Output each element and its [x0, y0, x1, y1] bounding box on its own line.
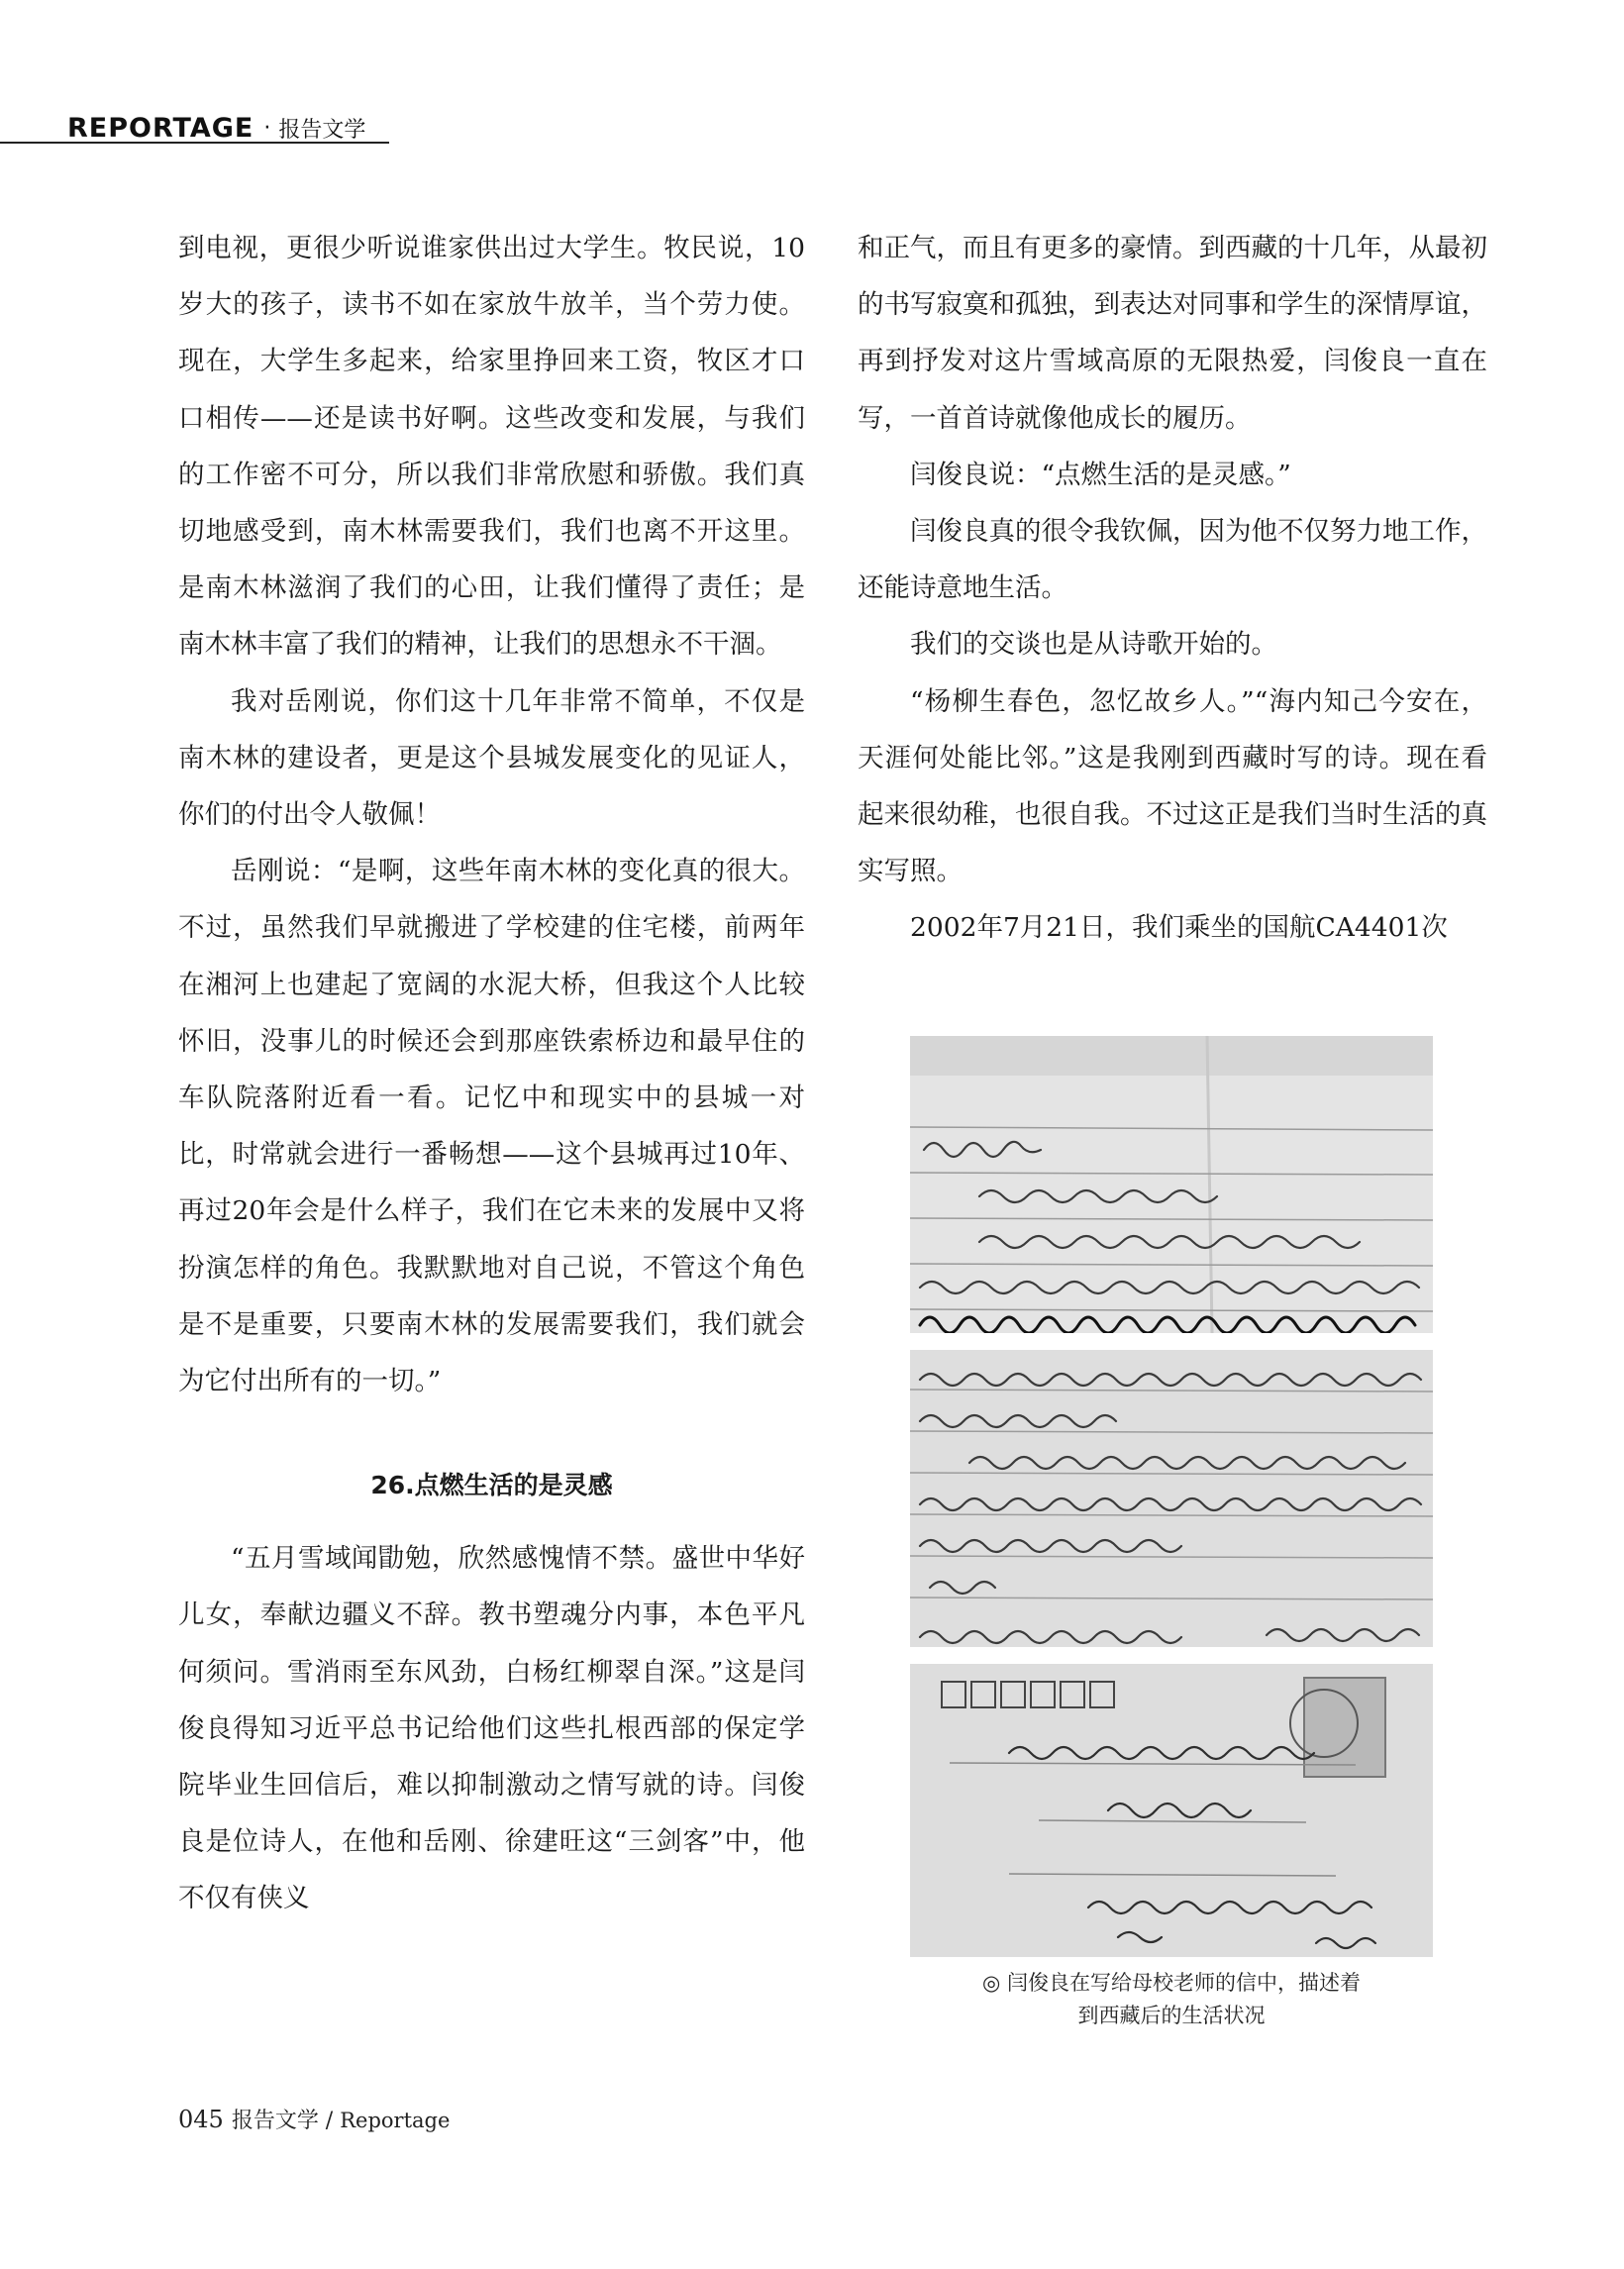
paragraph: 岳刚说：“是啊，这些年南木林的变化真的很大。不过，虽然我们早就搬进了学校建的住宅楼，前两年在湘河上也建起了宽阔的水泥大桥，但我这个人比较怀旧，没事儿的时候还会到那座铁索桥边和最早住的车队院落附近看一看。记忆中和现实中的县城一对比，时常就会进行一番畅想——这个县城再过10年、再过20年会是什么样子，我们在它未来的发展中又将扮演怎样的角色。我默默地对自己说，不管这个角色是不是重要，只要南木林的发展需要我们，我们就会为它付出所有的一切。” — [178, 856, 805, 1397]
section-name: 报告文学 — [278, 117, 366, 143]
paragraph: “杨柳生春色，忽忆故乡人。”“海内知己今安在，天涯何处能比邻。”这是我刚到西藏时写的诗。现在看起来很幼稚，也很自我。不过这正是我们当时生活的真实写照。 — [858, 685, 1487, 887]
caption-line: ◎ 闫俊良在写给母校老师的信中，描述着 — [982, 1971, 1361, 1995]
paragraph: 闫俊良真的很令我钦佩，因为他不仅努力地工作，还能诗意地生活。 — [858, 516, 1487, 604]
caption-line: 到西藏后的生活状况 — [1077, 2004, 1266, 2027]
handwritten-letter-image — [910, 1036, 1433, 1333]
letter-photo-top — [910, 1036, 1433, 1333]
left-column — [178, 220, 805, 1927]
paragraph: 我对岳刚说，你们这十几年非常不简单，不仅是南木林的建设者，更是这个县城发展变化的见证人，你们的付出令人敬佩！ — [178, 685, 805, 831]
right-column — [858, 220, 1487, 957]
photo-caption — [910, 1967, 1433, 2032]
header-separator: · — [263, 115, 271, 141]
paragraph: 我们的交谈也是从诗歌开始的。 — [910, 629, 1277, 661]
section-heading: 26.点燃生活的是灵感 — [370, 1471, 613, 1500]
paragraph: 闫俊良说：“点燃生活的是灵感。” — [910, 459, 1291, 490]
running-header — [67, 111, 365, 145]
handwritten-letter-image — [910, 1350, 1433, 1647]
magazine-brand: REPORTAGE — [67, 112, 254, 144]
paragraph: “五月雪域闻勖勉，欣然感愧情不禁。盛世中华好儿女，奉献边疆义不辞。教书塑魂分内事，本色平凡何须问。雪消雨至东风劲，白杨红柳翠自深。”这是闫俊良得知习近平总书记给他们这些扎根西部的保定学院毕业生回信后，难以抑制激动之情写就的诗。闫俊良是位诗人，在他和岳刚、徐建旺这“三剑客”中，他不仅有侠义 — [178, 1543, 805, 1914]
letter-photo-middle — [910, 1350, 1433, 1647]
footer-magazine-english: Reportage — [340, 2109, 451, 2132]
footer-magazine-name: 报告文学 / — [231, 2109, 341, 2133]
paragraph: 和正气，而且有更多的豪情。到西藏的十几年，从最初的书写寂寞和孤独，到表达对同事和学生的深情厚谊，再到抒发对这片雪域高原的无限热爱，闫俊良一直在写，一首首诗就像他成长的履历。 — [858, 233, 1487, 434]
page-number: 045 — [178, 2106, 224, 2133]
page-footer — [178, 2104, 450, 2134]
paragraph: 到电视，更很少听说谁家供出过大学生。牧民说，10岁大的孩子，读书不如在家放牛放羊，当个劳力使。现在，大学生多起来，给家里挣回来工资，牧区才口口相传——还是读书好啊。这些改变和发展，与我们的工作密不可分，所以我们非常欣慰和骄傲。我们真切地感受到，南木林需要我们，我们也离不开这里。是南木林滋润了我们的心田，让我们懂得了责任；是南木林丰富了我们的精神，让我们的思想永不干涸。 — [178, 233, 805, 661]
envelope-photo — [910, 1664, 1433, 1957]
paragraph: 2002年7月21日，我们乘坐的国航CA4401次 — [910, 912, 1448, 944]
envelope-image — [910, 1664, 1433, 1957]
